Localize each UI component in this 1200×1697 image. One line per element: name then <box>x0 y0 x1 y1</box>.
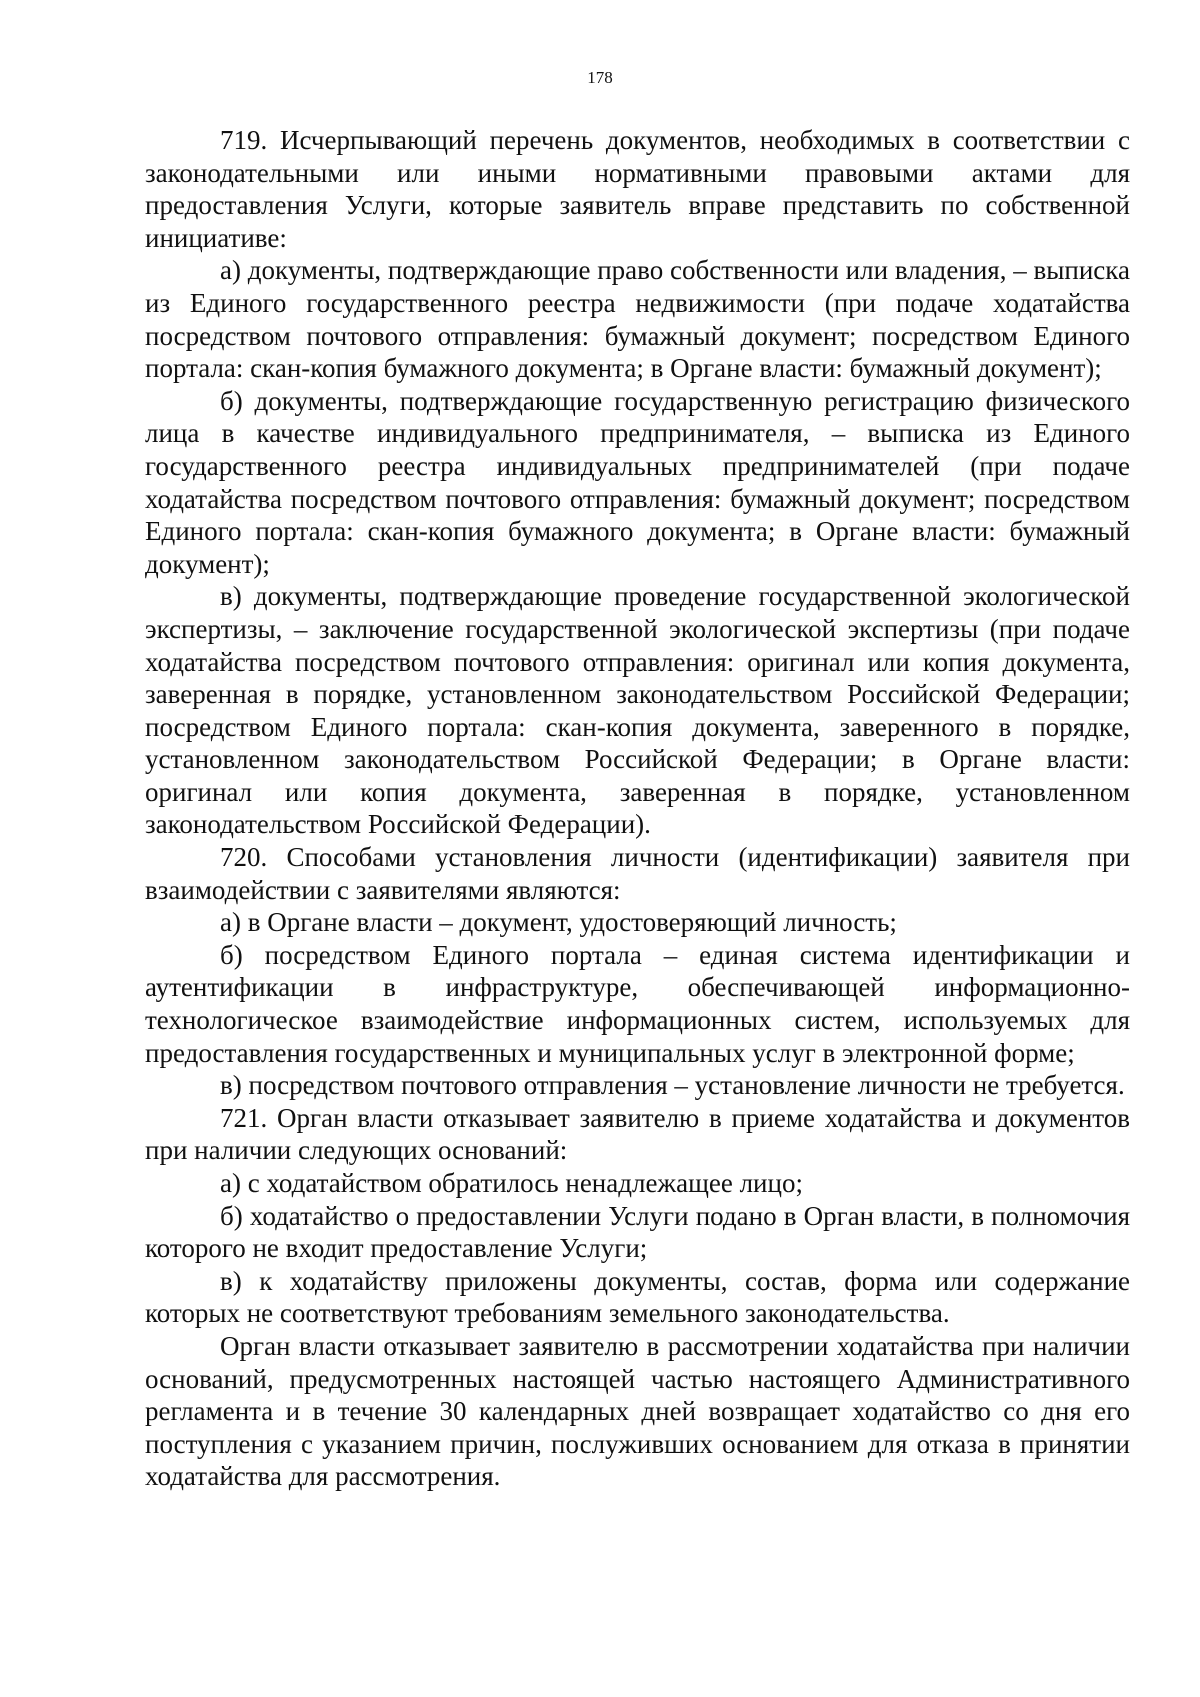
paragraph-refusal-review: Орган власти отказывает заявителю в рассмотрении ходатайства при наличии оснований, предусмотренных настоящей частью настоящего Административного регламента и в течение 30 календарных дней возвращает ходатайство со дня его поступления с указанием причин, послуживших основанием для отказа в принятии ходатайства для рассмотрения. <box>145 1330 1130 1492</box>
list-item-721-b: б) ходатайство о предоставлении Услуги подано в Орган власти, в полномочия которого не входит предоставление Услуги; <box>145 1200 1130 1264</box>
document-body <box>145 124 1130 1493</box>
list-item-720-v: в) посредством почтового отправления – установление личности не требуется. <box>220 1070 1125 1101</box>
list-item-721-a: а) с ходатайством обратилось ненадлежащее лицо; <box>220 1168 803 1198</box>
list-item-719-a: а) документы, подтверждающие право собственности или владения, – выписка из Единого государственного реестра недвижимости (при подаче ходатайства посредством почтового отправления: бумажный документ; посредством Единого портала: скан-копия бумажного документа; в Органе власти: бумажный документ); <box>145 255 1130 384</box>
list-item-720-b: б) посредством Единого портала – единая система идентификации и аутентификации в инфраструктуре, обеспечивающей информационно-технологическое взаимодействие информационных систем, используемых для предоставления государственных и муниципальных услуг в электронной форме; <box>145 939 1130 1068</box>
list-item-721-v: в) к ходатайству приложены документы, состав, форма или содержание которых не соответствуют требованиям земельного законодательства. <box>145 1265 1130 1329</box>
paragraph-720: 720. Способами установления личности (идентификации) заявителя при взаимодействии с заявителями являются: <box>145 842 1130 905</box>
list-item-719-b: б) документы, подтверждающие государственную регистрацию физического лица в качестве индивидуального предпринимателя, – выписка из Единого государственного реестра индивидуальных предпринимателей (при подаче ходатайства посредством почтового отправления: бумажный документ; посредством Единого портала: скан-копия бумажного документа; в Органе власти: бумажный документ); <box>145 385 1130 579</box>
page-number: 178 <box>587 68 613 87</box>
list-item-720-a: а) в Органе власти – документ, удостоверяющий личность; <box>220 907 897 938</box>
paragraph-719: 719. Исчерпывающий перечень документов, необходимых в соответствии с законодательными или иными нормативными правовыми актами для предоставления Услуги, которые заявитель вправе представить по собственной инициативе: <box>145 125 1130 253</box>
paragraph-721: 721. Орган власти отказывает заявителю в приеме ходатайства и документов при наличии следующих оснований: <box>145 1102 1130 1166</box>
list-item-719-v: в) документы, подтверждающие проведение государственной экологической экспертизы, – заключение государственной экологической экспертизы (при подаче ходатайства посредством почтового отправления: оригинал или копия документа, заверенная в порядке, установленном законодательством Российской Федерации; посредством Единого портала: скан-копия документа, заверенного в порядке, установленном законодательством Российской Федерации; в Органе власти: оригинал или копия документа, заверенная в порядке, установленном законодательством Российской Федерации). <box>145 581 1130 840</box>
